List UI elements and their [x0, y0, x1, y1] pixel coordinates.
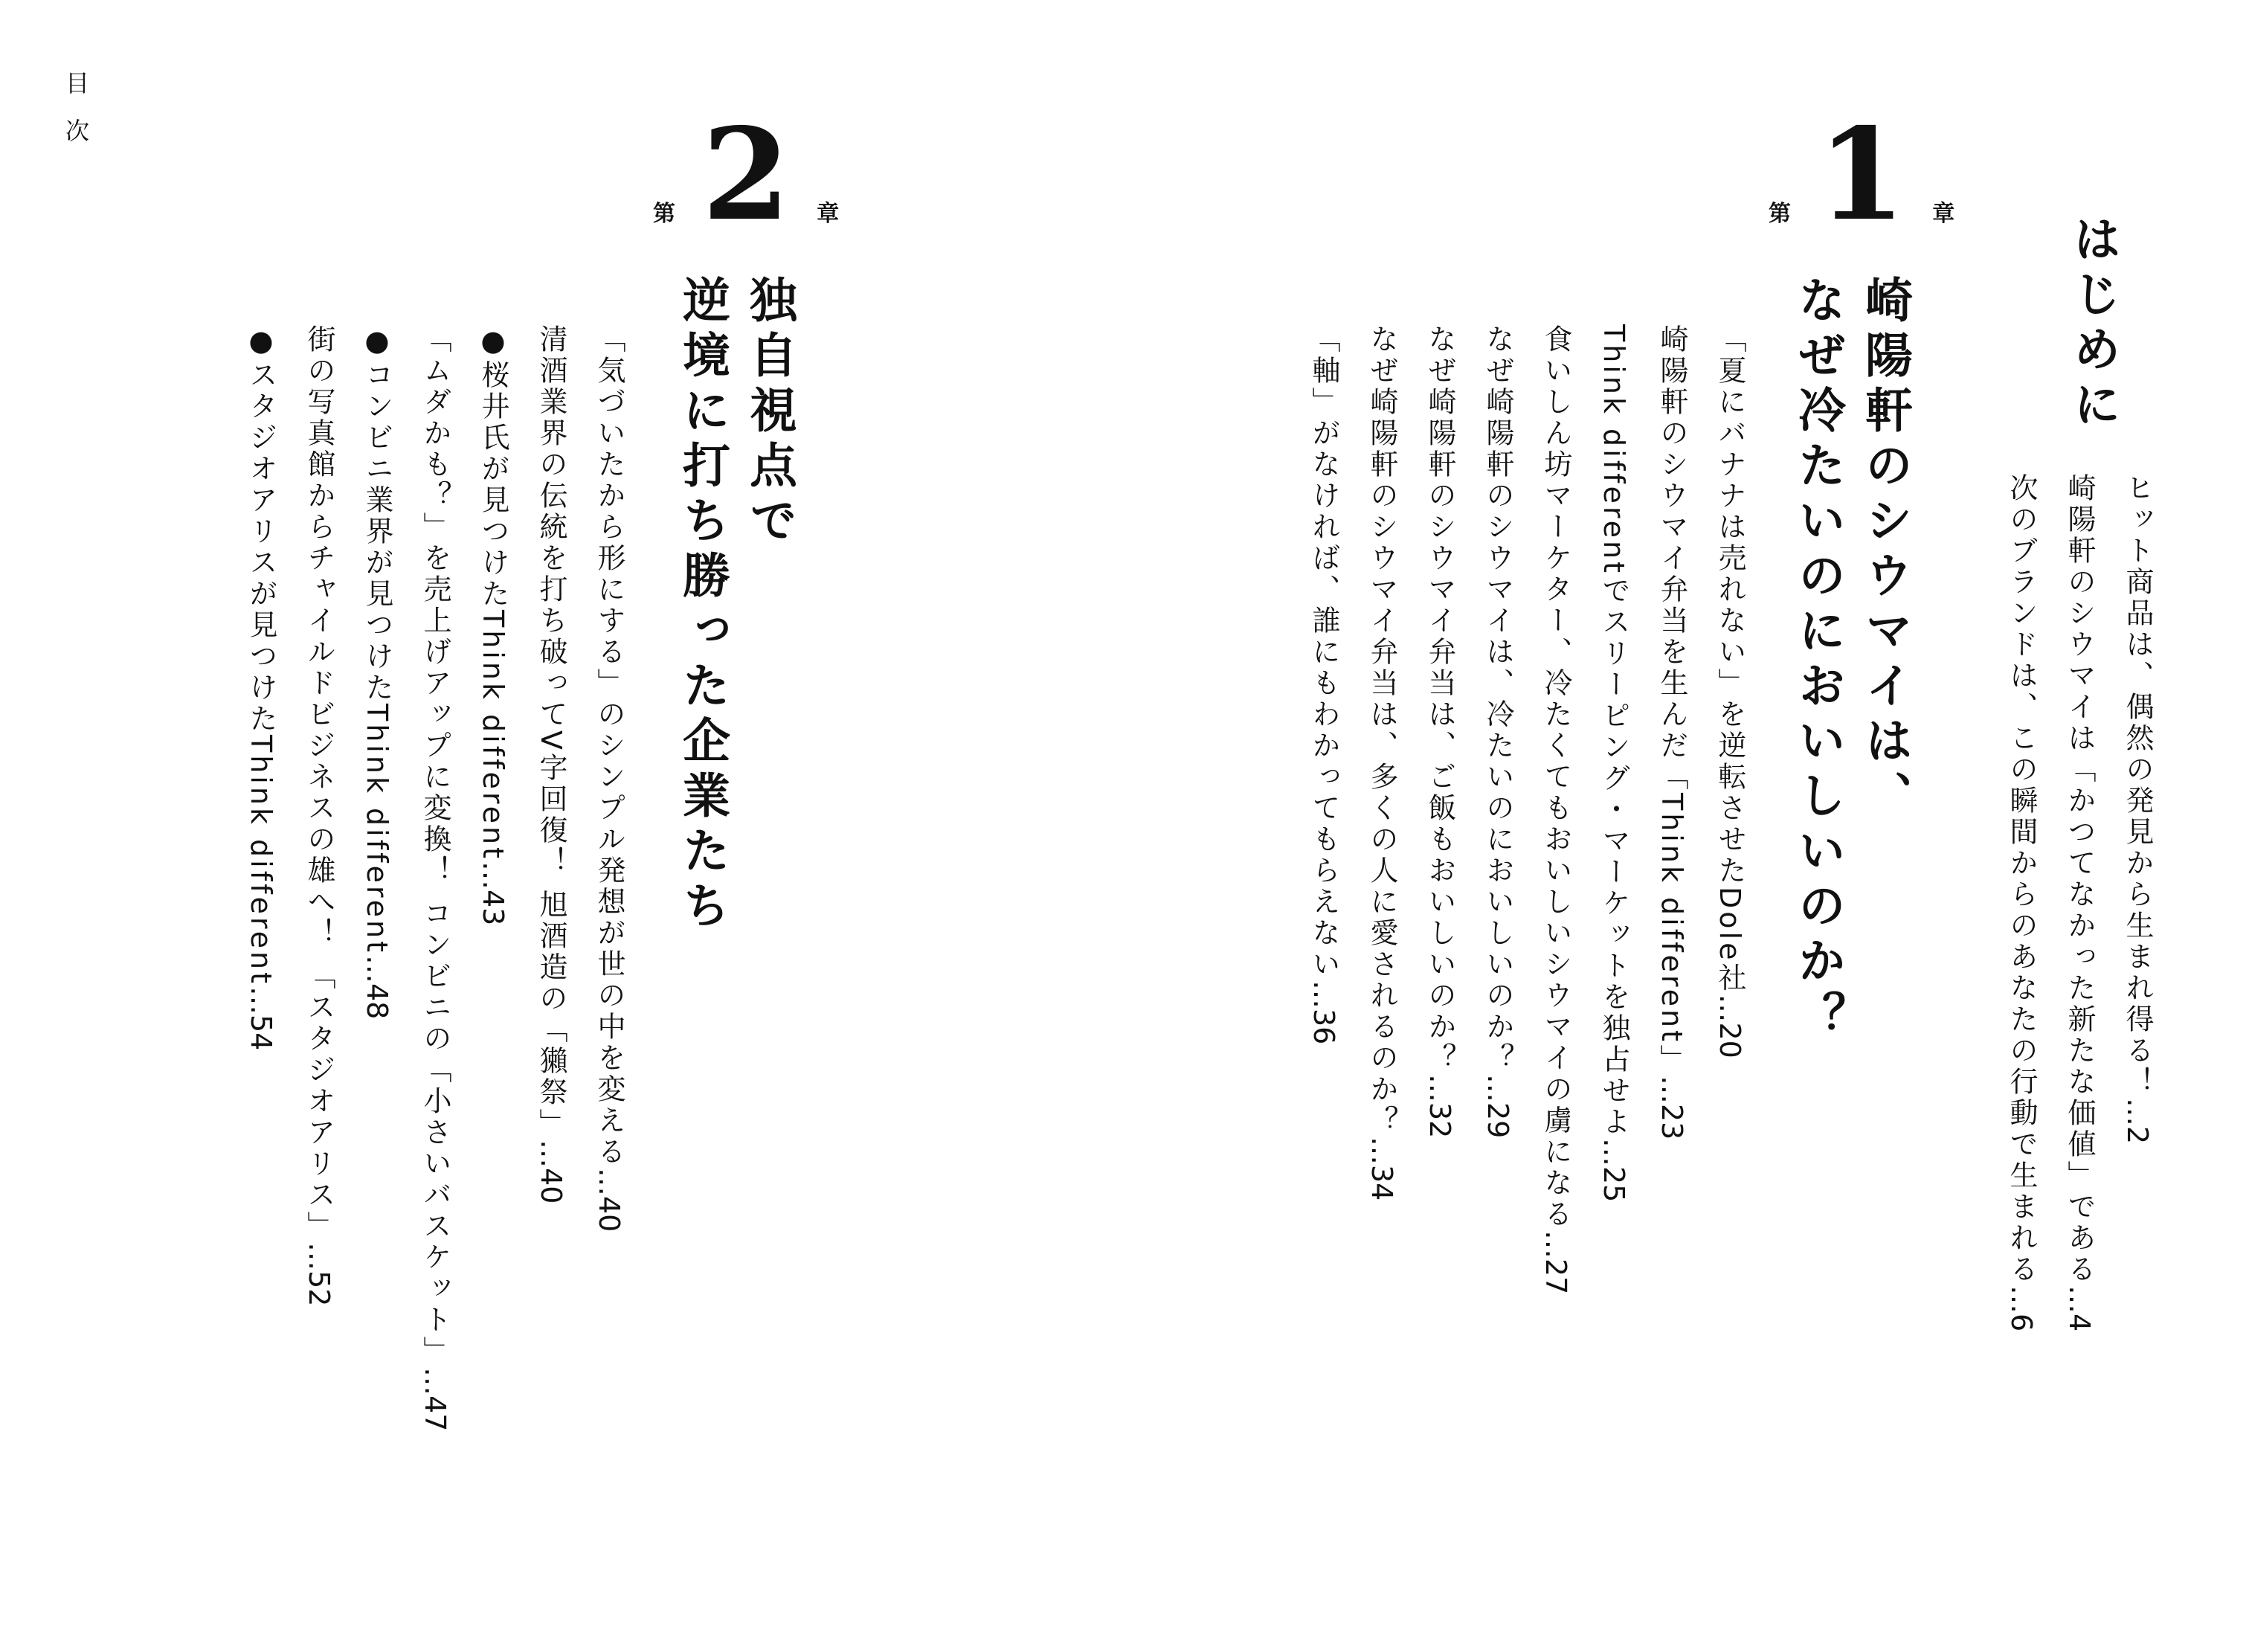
toc-page-number: 34 — [1365, 1165, 1398, 1201]
toc-page-number: 36 — [1307, 1009, 1340, 1045]
toc-entry[interactable] — [522, 324, 580, 1203]
toc-leader: … — [303, 1242, 335, 1271]
toc-page-number: 27 — [1539, 1259, 1572, 1295]
chapter-suffix: 章 — [1932, 201, 1955, 227]
toc-leader: … — [1539, 1230, 1572, 1259]
intro-title: はじめに — [2065, 214, 2121, 434]
running-head-char: 次 — [65, 117, 89, 145]
toc-entry-text: 崎陽軒のシウマイは「かつてなかった新たな価値」である — [2063, 473, 2096, 1285]
toc-entry[interactable] — [1469, 324, 1527, 1138]
toc-page-number: 43 — [477, 890, 509, 926]
toc-entry-text: 清酒業界の伝統を打ち破ってV字回復！ 旭酒造の「獺祭」 — [535, 324, 567, 1140]
toc-entry-text: Think differentでスリーピング・マーケットを独占せよ — [1598, 324, 1630, 1138]
toc-entry[interactable] — [464, 324, 522, 925]
toc-leader: … — [535, 1140, 567, 1169]
toc-leader: … — [593, 1168, 625, 1196]
toc-leader: … — [1365, 1137, 1398, 1165]
toc-entry[interactable] — [580, 324, 638, 1232]
running-head-char: 目 — [65, 69, 89, 97]
toc-page-number: 48 — [361, 983, 393, 1020]
toc-entry-text: なぜ崎陽軒のシウマイ弁当は、ご飯もおいしいのか？ — [1423, 324, 1456, 1074]
toc-leader: … — [1481, 1074, 1514, 1102]
toc-entry[interactable] — [1585, 324, 1643, 1202]
toc-entry-text: 「軸」がなければ、誰にもわかってもらえない — [1307, 324, 1340, 980]
toc-leader: … — [2121, 1098, 2154, 1126]
toc-entry[interactable] — [1295, 324, 1353, 1044]
toc-page-number: 23 — [1656, 1104, 1688, 1140]
toc-page-number: 29 — [1481, 1102, 1514, 1139]
toc-entry-text: 「気づいたから形にする」のシンプル発想が世の中を変える — [593, 324, 625, 1168]
toc-leader: … — [1423, 1074, 1456, 1102]
toc-page-number: 32 — [1423, 1102, 1456, 1139]
chapter-suffix: 章 — [817, 201, 840, 227]
toc-entry-text: 「夏にバナナは売れない」を逆転させたDole社 — [1714, 324, 1746, 994]
chapter-prefix: 第 — [1769, 201, 1791, 227]
chapter-number: 1 — [1818, 100, 1906, 249]
chapter-1-title-line: なぜ冷たいのにおいしいのか？ — [1790, 275, 1846, 1046]
toc-entry[interactable] — [1701, 324, 1759, 1058]
toc-page-number: 20 — [1714, 1022, 1746, 1058]
toc-entry[interactable] — [2108, 473, 2166, 1144]
chapter-1-label — [1763, 100, 1960, 249]
toc-page-number: 4 — [2063, 1314, 2096, 1332]
toc-entry-text: ヒット商品は、偶然の発見から生まれ得る！ — [2121, 473, 2154, 1098]
toc-entry-text: 街の写真館からチャイルドビジネスの雄へ！ 「スタジオアリス」 — [303, 324, 335, 1243]
running-head — [62, 60, 92, 155]
toc-entry-text: ●コンビニ業界が見つけたThink different — [361, 324, 393, 955]
toc-entry-text: なぜ崎陽軒のシウマイは、冷たいのにおいしいのか？ — [1481, 324, 1514, 1074]
toc-entry[interactable] — [2050, 473, 2108, 1331]
toc-page-number: 47 — [419, 1395, 451, 1432]
toc-page-number: 52 — [303, 1270, 335, 1307]
toc-entry[interactable] — [1992, 473, 2050, 1331]
toc-page-number: 2 — [2121, 1126, 2154, 1145]
toc-entry[interactable] — [1411, 324, 1469, 1138]
toc-page-number: 25 — [1598, 1166, 1630, 1203]
toc-page-number: 6 — [2005, 1314, 2038, 1332]
toc-leader: … — [2005, 1285, 2038, 1314]
toc-entry[interactable] — [1353, 324, 1411, 1201]
toc-leader: … — [477, 861, 509, 890]
toc-entry-text: ●桜井氏が見つけたThink different — [477, 324, 509, 861]
chapter-number: 2 — [702, 100, 791, 249]
toc-leader: … — [1656, 1076, 1688, 1104]
toc-entry-text: なぜ崎陽軒のシウマイ弁当は、多くの人に愛されるのか？ — [1365, 324, 1398, 1137]
toc-entry[interactable] — [1527, 324, 1585, 1294]
toc-leader: … — [361, 955, 393, 983]
toc-page-number: 40 — [593, 1196, 625, 1232]
toc-leader: … — [1714, 994, 1746, 1023]
toc-entry-text: 崎陽軒のシウマイ弁当を生んだ「Think different」 — [1656, 324, 1688, 1076]
toc-page-number: 40 — [535, 1168, 567, 1204]
toc-leader: … — [1598, 1138, 1630, 1166]
toc-entry-text: ●スタジオアリスが見つけたThink different — [245, 324, 277, 986]
toc-entry-text: 「ムダかも？」を売上げアップに変換！ コンビニの「小さいバスケット」 — [419, 324, 451, 1368]
chapter-2-label — [647, 100, 845, 249]
toc-entry[interactable] — [1643, 324, 1701, 1140]
toc-leader: … — [1307, 980, 1340, 1009]
toc-leader: … — [2063, 1285, 2096, 1314]
toc-entry[interactable] — [406, 324, 464, 1431]
toc-entry-text: 食いしん坊マーケター、冷たくてもおいしいシウマイの虜になる — [1539, 324, 1572, 1230]
chapter-2-title-line: 逆境に打ち勝った企業たち — [675, 275, 730, 936]
toc-leader: … — [245, 986, 277, 1015]
chapter-2-title-line: 独自視点で — [741, 275, 797, 550]
chapter-1-title-line: 崎陽軒のシウマイは、 — [1857, 275, 1913, 826]
toc-entry[interactable] — [348, 324, 406, 1019]
chapter-prefix: 第 — [653, 201, 675, 227]
toc-entry-text: 次のブランドは、この瞬間からのあなたの行動で生まれる — [2005, 473, 2038, 1285]
toc-entry[interactable] — [290, 324, 348, 1306]
toc-entry[interactable] — [232, 324, 290, 1050]
toc-page-number: 54 — [245, 1015, 277, 1051]
toc-leader: … — [419, 1367, 451, 1396]
